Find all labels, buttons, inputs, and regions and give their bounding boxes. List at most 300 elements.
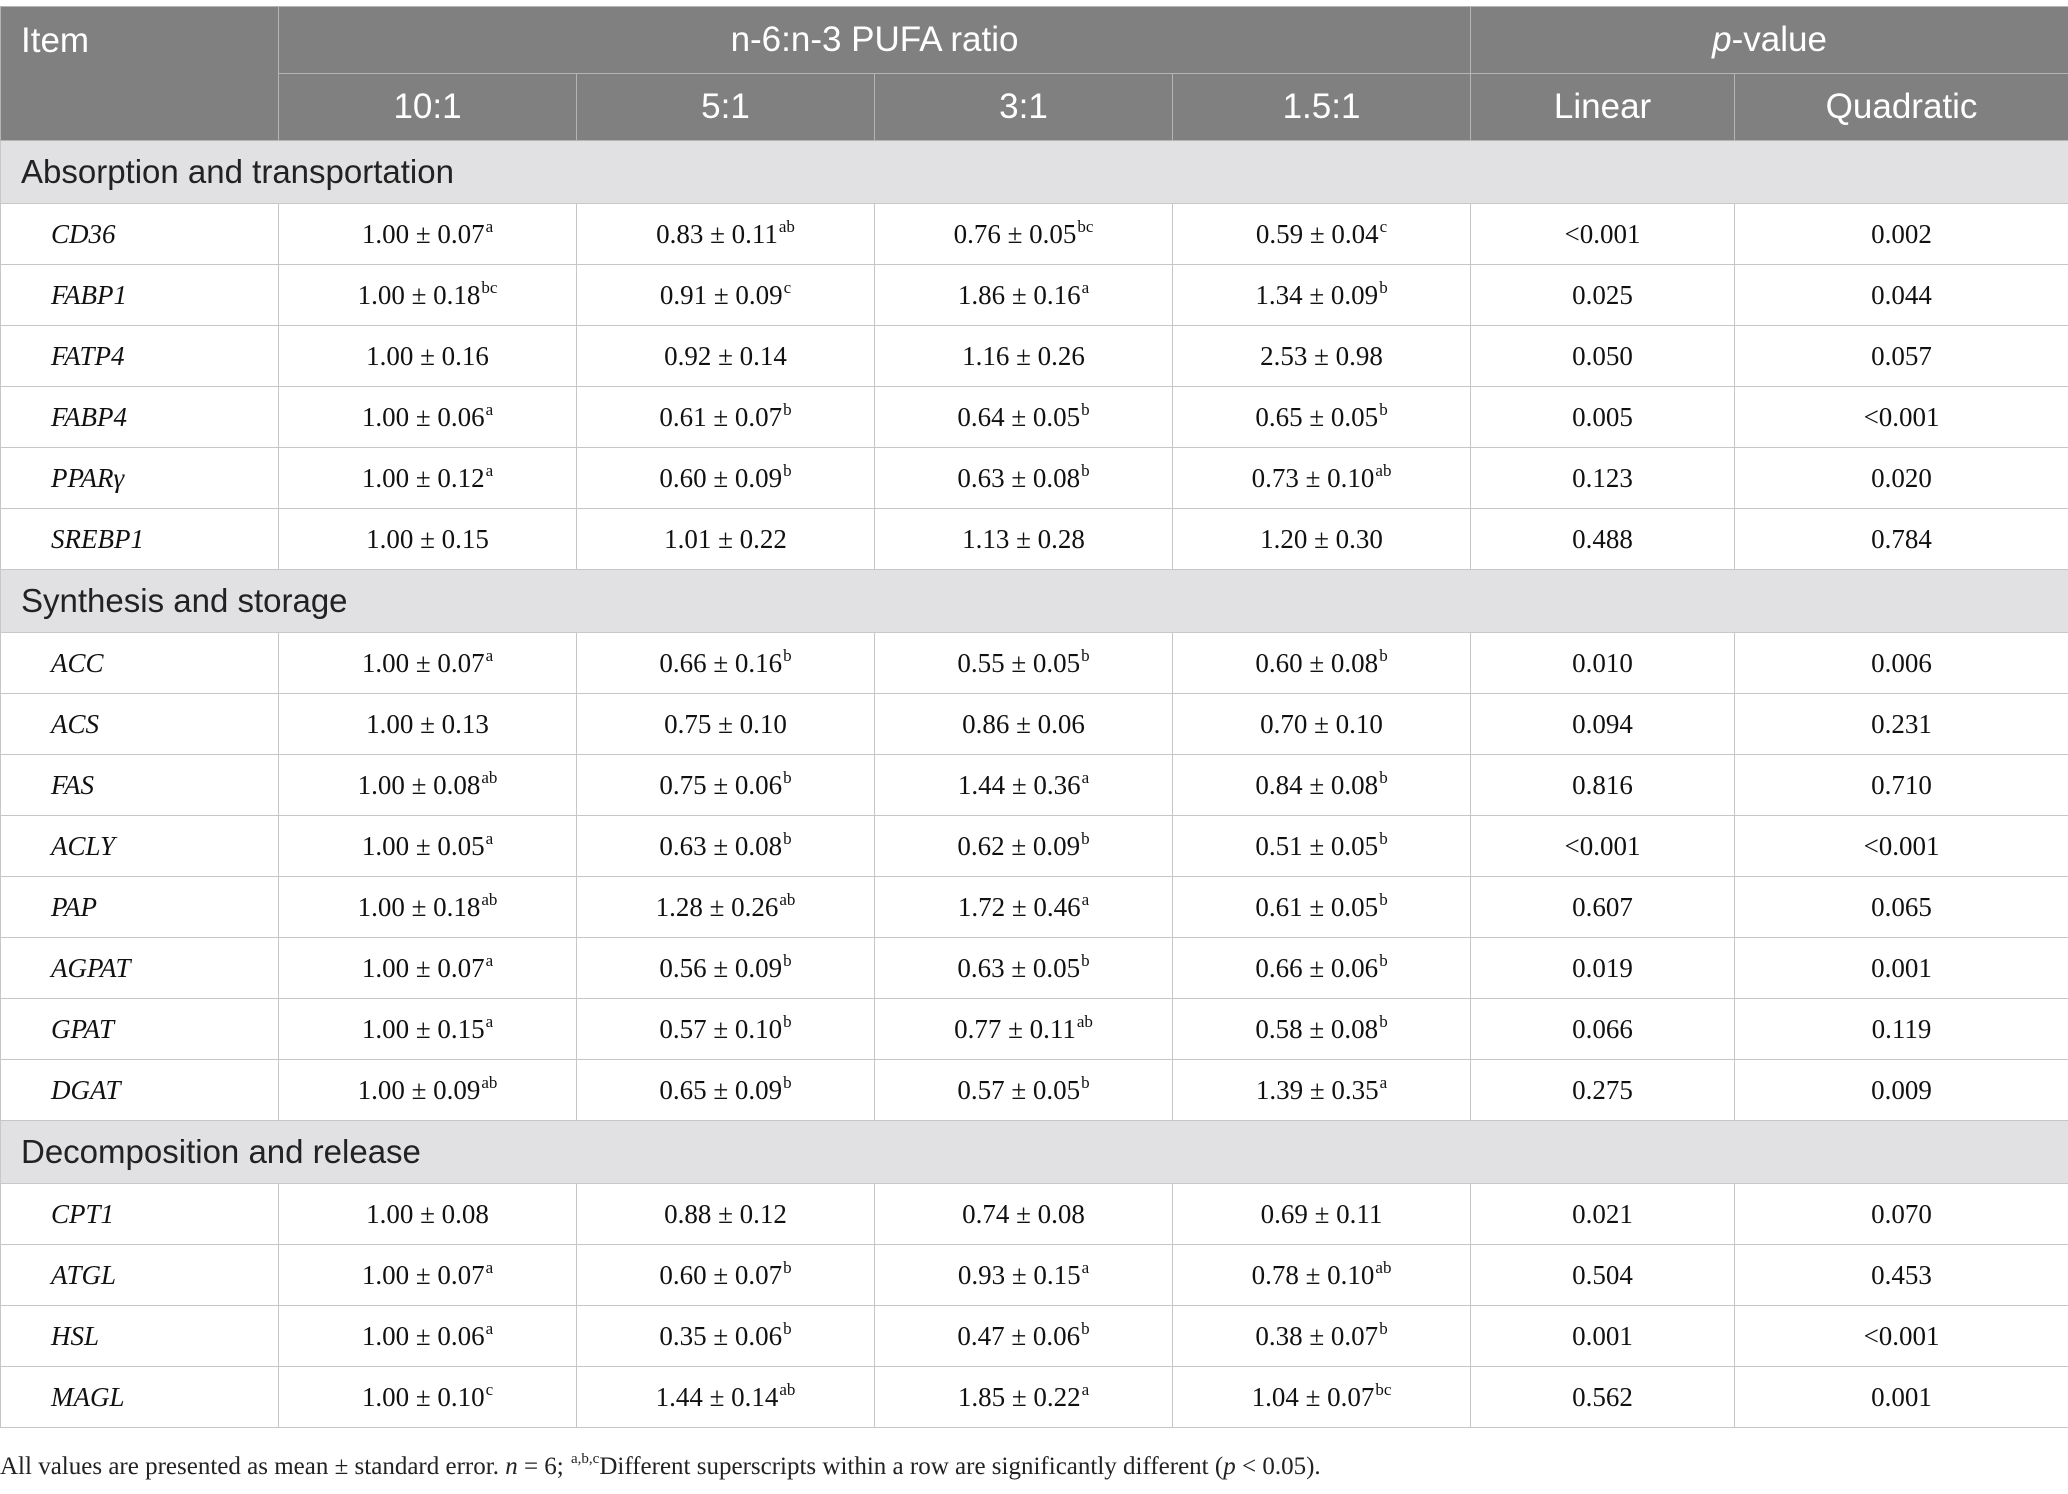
quadratic-p-value: <0.001: [1735, 816, 2068, 877]
linear-p-value: 0.025: [1471, 265, 1735, 326]
significance-superscript: b: [1081, 950, 1090, 970]
value-cell: [875, 938, 1173, 999]
gene-name: MAGL: [1, 1367, 279, 1428]
value-cell: [875, 204, 1173, 265]
mean-se-value: 0.75 ± 0.06: [659, 769, 783, 800]
value-cell: [875, 999, 1173, 1060]
significance-superscript: ab: [1076, 1011, 1093, 1031]
significance-superscript: b: [783, 1318, 792, 1338]
table-footnote: [0, 1453, 2068, 1481]
quadratic-p-value: 0.001: [1735, 938, 2068, 999]
value-cell: [279, 1367, 577, 1428]
value-cell: [875, 1306, 1173, 1367]
gene-name: CPT1: [1, 1184, 279, 1245]
table-row: [1, 938, 2068, 999]
mean-se-value: 0.59 ± 0.04: [1255, 218, 1379, 249]
gene-name: CD36: [1, 204, 279, 265]
value-cell: [577, 633, 875, 694]
significance-superscript: b: [1379, 828, 1388, 848]
mean-se-value: 0.57 ± 0.05: [957, 1074, 1081, 1105]
gene-name: HSL: [1, 1306, 279, 1367]
mean-se-value: 1.00 ± 0.12: [361, 462, 485, 493]
value-cell: [577, 509, 875, 570]
value-cell: [577, 816, 875, 877]
mean-se-value: 0.65 ± 0.09: [659, 1074, 783, 1105]
data-table: [0, 6, 2068, 1428]
mean-se-value: 1.00 ± 0.07: [361, 218, 485, 249]
gene-name: ACC: [1, 633, 279, 694]
value-cell: [279, 816, 577, 877]
ratio-group-header: n-6:n-3 PUFA ratio: [279, 7, 1471, 74]
linear-p-value: 0.050: [1471, 326, 1735, 387]
value-cell: [875, 755, 1173, 816]
mean-se-value: 1.13 ± 0.28: [962, 523, 1085, 554]
mean-se-value: 0.63 ± 0.05: [957, 952, 1081, 983]
significance-superscript: a: [485, 399, 494, 419]
header-row-1: [1, 7, 2068, 74]
mean-se-value: 0.56 ± 0.09: [659, 952, 783, 983]
value-cell: [279, 448, 577, 509]
mean-se-value: 0.47 ± 0.06: [957, 1320, 1081, 1351]
section-title: Absorption and transportation: [1, 141, 2068, 204]
mean-se-value: 1.44 ± 0.14: [655, 1381, 779, 1412]
mean-se-value: 1.44 ± 0.36: [957, 769, 1081, 800]
mean-se-value: 0.69 ± 0.11: [1260, 1198, 1383, 1229]
mean-se-value: 0.78 ± 0.10: [1251, 1259, 1375, 1290]
quadratic-p-value: 0.453: [1735, 1245, 2068, 1306]
value-cell: [577, 204, 875, 265]
value-cell: [1173, 1184, 1471, 1245]
significance-superscript: a: [485, 216, 494, 236]
significance-superscript: ab: [779, 1379, 796, 1399]
mean-se-value: 0.93 ± 0.15: [957, 1259, 1081, 1290]
significance-superscript: a: [485, 645, 494, 665]
value-cell: [1173, 633, 1471, 694]
footnote-p: p: [1223, 1453, 1236, 1480]
mean-se-value: 0.61 ± 0.05: [1255, 891, 1379, 922]
significance-superscript: b: [1081, 399, 1090, 419]
value-cell: [577, 1184, 875, 1245]
mean-se-value: 0.51 ± 0.05: [1255, 830, 1379, 861]
significance-superscript: b: [783, 460, 792, 480]
significance-superscript: b: [1379, 889, 1388, 909]
gene-name: FAS: [1, 755, 279, 816]
mean-se-value: 0.61 ± 0.07: [659, 401, 783, 432]
ratio-header-1-5-1: 1.5:1: [1173, 74, 1471, 141]
significance-superscript: b: [1081, 460, 1090, 480]
significance-superscript: b: [1081, 1072, 1090, 1092]
gene-name: GPAT: [1, 999, 279, 1060]
table-row: [1, 999, 2068, 1060]
linear-p-value: 0.488: [1471, 509, 1735, 570]
value-cell: [875, 448, 1173, 509]
section-row: [1, 141, 2068, 204]
linear-p-value: 0.010: [1471, 633, 1735, 694]
table-row: [1, 326, 2068, 387]
quadratic-p-value: 0.784: [1735, 509, 2068, 570]
value-cell: [577, 448, 875, 509]
table-row: [1, 1245, 2068, 1306]
significance-superscript: bc: [1375, 1379, 1392, 1399]
significance-superscript: b: [783, 399, 792, 419]
mean-se-value: 0.86 ± 0.06: [962, 708, 1085, 739]
value-cell: [1173, 1060, 1471, 1121]
significance-superscript: ab: [1375, 1257, 1392, 1277]
linear-header: Linear: [1471, 74, 1735, 141]
table-row: [1, 694, 2068, 755]
mean-se-value: 1.00 ± 0.06: [361, 1320, 485, 1351]
significance-superscript: b: [1081, 828, 1090, 848]
quadratic-p-value: 0.044: [1735, 265, 2068, 326]
value-cell: [279, 1184, 577, 1245]
significance-superscript: b: [1379, 1011, 1388, 1031]
table-row: [1, 633, 2068, 694]
table-row: [1, 204, 2068, 265]
significance-superscript: a: [1081, 889, 1090, 909]
significance-superscript: b: [1379, 645, 1388, 665]
mean-se-value: 0.58 ± 0.08: [1255, 1013, 1379, 1044]
footnote-n: n: [505, 1453, 518, 1480]
value-cell: [577, 755, 875, 816]
value-cell: [577, 387, 875, 448]
significance-superscript: a: [1081, 1379, 1090, 1399]
significance-superscript: ab: [481, 1072, 498, 1092]
linear-p-value: 0.021: [1471, 1184, 1735, 1245]
quadratic-p-value: 0.065: [1735, 877, 2068, 938]
significance-superscript: ab: [1375, 460, 1392, 480]
quadratic-p-value: 0.057: [1735, 326, 2068, 387]
value-cell: [577, 938, 875, 999]
table-row: [1, 1367, 2068, 1428]
mean-se-value: 0.64 ± 0.05: [957, 401, 1081, 432]
linear-p-value: 0.607: [1471, 877, 1735, 938]
quadratic-p-value: 0.020: [1735, 448, 2068, 509]
significance-superscript: c: [783, 277, 792, 297]
significance-superscript: b: [783, 1072, 792, 1092]
significance-superscript: b: [1081, 645, 1090, 665]
value-cell: [875, 387, 1173, 448]
mean-se-value: 0.55 ± 0.05: [957, 647, 1081, 678]
linear-p-value: 0.066: [1471, 999, 1735, 1060]
value-cell: [577, 1367, 875, 1428]
value-cell: [875, 265, 1173, 326]
mean-se-value: 0.60 ± 0.07: [659, 1259, 783, 1290]
mean-se-value: 0.73 ± 0.10: [1251, 462, 1375, 493]
significance-superscript: b: [783, 645, 792, 665]
mean-se-value: 1.39 ± 0.35: [1255, 1074, 1379, 1105]
linear-p-value: 0.001: [1471, 1306, 1735, 1367]
mean-se-value: 0.63 ± 0.08: [659, 830, 783, 861]
mean-se-value: 0.66 ± 0.06: [1255, 952, 1379, 983]
p-value-group-header: [1471, 7, 2068, 74]
value-cell: [1173, 694, 1471, 755]
mean-se-value: 1.00 ± 0.05: [361, 830, 485, 861]
footnote-text-2: = 6;: [517, 1453, 570, 1480]
mean-se-value: 1.00 ± 0.06: [361, 401, 485, 432]
value-cell: [875, 816, 1173, 877]
significance-superscript: a: [1379, 1072, 1388, 1092]
value-cell: [577, 265, 875, 326]
significance-superscript: b: [1379, 399, 1388, 419]
significance-superscript: ab: [481, 889, 498, 909]
value-cell: [875, 633, 1173, 694]
mean-se-value: 1.00 ± 0.07: [361, 647, 485, 678]
significance-superscript: b: [1081, 1318, 1090, 1338]
quadratic-p-value: 0.001: [1735, 1367, 2068, 1428]
value-cell: [279, 633, 577, 694]
value-cell: [875, 326, 1173, 387]
value-cell: [577, 1245, 875, 1306]
significance-superscript: ab: [778, 216, 795, 236]
value-cell: [1173, 387, 1471, 448]
mean-se-value: 0.84 ± 0.08: [1255, 769, 1379, 800]
value-cell: [1173, 1367, 1471, 1428]
mean-se-value: 1.00 ± 0.09: [357, 1074, 481, 1105]
significance-superscript: b: [1379, 1318, 1388, 1338]
value-cell: [577, 694, 875, 755]
value-cell: [1173, 265, 1471, 326]
footnote-superscripts: a,b,c: [571, 1451, 600, 1467]
mean-se-value: 0.92 ± 0.14: [664, 340, 787, 371]
value-cell: [577, 877, 875, 938]
significance-superscript: b: [783, 828, 792, 848]
mean-se-value: 2.53 ± 0.98: [1260, 340, 1383, 371]
value-cell: [1173, 1245, 1471, 1306]
item-column-header: Item: [1, 7, 279, 141]
mean-se-value: 1.20 ± 0.30: [1260, 523, 1383, 554]
gene-name: DGAT: [1, 1060, 279, 1121]
value-cell: [279, 326, 577, 387]
significance-superscript: a: [1081, 277, 1090, 297]
significance-superscript: b: [1379, 277, 1388, 297]
gene-name: ATGL: [1, 1245, 279, 1306]
mean-se-value: 1.86 ± 0.16: [957, 279, 1081, 310]
mean-se-value: 0.91 ± 0.09: [659, 279, 783, 310]
value-cell: [279, 509, 577, 570]
linear-p-value: 0.504: [1471, 1245, 1735, 1306]
gene-name: FABP1: [1, 265, 279, 326]
mean-se-value: 0.35 ± 0.06: [659, 1320, 783, 1351]
mean-se-value: 1.01 ± 0.22: [664, 523, 787, 554]
table-body: [1, 141, 2068, 1428]
mean-se-value: 0.63 ± 0.08: [957, 462, 1081, 493]
mean-se-value: 1.16 ± 0.26: [962, 340, 1085, 371]
linear-p-value: 0.123: [1471, 448, 1735, 509]
table-row: [1, 1306, 2068, 1367]
value-cell: [279, 999, 577, 1060]
mean-se-value: 1.00 ± 0.08: [366, 1198, 489, 1229]
value-cell: [875, 1367, 1173, 1428]
mean-se-value: 0.76 ± 0.05: [953, 218, 1077, 249]
quadratic-p-value: 0.002: [1735, 204, 2068, 265]
section-title: Synthesis and storage: [1, 570, 2068, 633]
p-value-suffix: -value: [1731, 20, 1827, 59]
mean-se-value: 1.00 ± 0.18: [357, 891, 481, 922]
value-cell: [875, 1184, 1173, 1245]
value-cell: [279, 204, 577, 265]
section-row: [1, 570, 2068, 633]
significance-superscript: ab: [481, 767, 498, 787]
significance-superscript: a: [485, 460, 494, 480]
quadratic-p-value: 0.710: [1735, 755, 2068, 816]
value-cell: [577, 326, 875, 387]
ratio-header-10-1: 10:1: [279, 74, 577, 141]
significance-superscript: c: [1379, 216, 1388, 236]
linear-p-value: 0.005: [1471, 387, 1735, 448]
mean-se-value: 0.38 ± 0.07: [1255, 1320, 1379, 1351]
value-cell: [279, 1306, 577, 1367]
mean-se-value: 1.00 ± 0.16: [366, 340, 489, 371]
gene-name: PAP: [1, 877, 279, 938]
mean-se-value: 0.83 ± 0.11: [656, 218, 778, 249]
significance-superscript: c: [485, 1379, 494, 1399]
header-row-2: [1, 74, 2068, 141]
mean-se-value: 0.62 ± 0.09: [957, 830, 1081, 861]
quadratic-p-value: 0.231: [1735, 694, 2068, 755]
significance-superscript: b: [783, 1011, 792, 1031]
value-cell: [1173, 509, 1471, 570]
value-cell: [1173, 999, 1471, 1060]
ratio-header-5-1: 5:1: [577, 74, 875, 141]
mean-se-value: 0.60 ± 0.08: [1255, 647, 1379, 678]
mean-se-value: 1.85 ± 0.22: [957, 1381, 1081, 1412]
mean-se-value: 0.60 ± 0.09: [659, 462, 783, 493]
p-italic: p: [1712, 20, 1732, 59]
mean-se-value: 0.70 ± 0.10: [1260, 708, 1383, 739]
value-cell: [1173, 755, 1471, 816]
gene-name: ACLY: [1, 816, 279, 877]
footnote-text-4: < 0.05).: [1235, 1453, 1321, 1480]
mean-se-value: 0.65 ± 0.05: [1255, 401, 1379, 432]
linear-p-value: 0.562: [1471, 1367, 1735, 1428]
gene-name: ACS: [1, 694, 279, 755]
value-cell: [1173, 204, 1471, 265]
mean-se-value: 1.00 ± 0.07: [361, 952, 485, 983]
value-cell: [1173, 326, 1471, 387]
quadratic-p-value: <0.001: [1735, 1306, 2068, 1367]
value-cell: [577, 1306, 875, 1367]
mean-se-value: 1.72 ± 0.46: [957, 891, 1081, 922]
table-row: [1, 509, 2068, 570]
gene-name: PPARγ: [1, 448, 279, 509]
quadratic-p-value: 0.119: [1735, 999, 2068, 1060]
significance-superscript: a: [1081, 1257, 1090, 1277]
gene-name: FATP4: [1, 326, 279, 387]
mean-se-value: 1.00 ± 0.15: [366, 523, 489, 554]
value-cell: [279, 877, 577, 938]
significance-superscript: b: [1379, 950, 1388, 970]
significance-superscript: a: [485, 1011, 494, 1031]
table-row: [1, 816, 2068, 877]
significance-superscript: bc: [481, 277, 498, 297]
gene-name: SREBP1: [1, 509, 279, 570]
footnote-text-3: Different superscripts within a row are significantly different (: [599, 1453, 1224, 1480]
footnote-text-1: All values are presented as mean ± standard error.: [0, 1453, 506, 1480]
value-cell: [279, 1060, 577, 1121]
quadratic-p-value: 0.070: [1735, 1184, 2068, 1245]
table-row: [1, 1060, 2068, 1121]
value-cell: [1173, 877, 1471, 938]
mean-se-value: 1.00 ± 0.18: [357, 279, 481, 310]
mean-se-value: 0.75 ± 0.10: [664, 708, 787, 739]
table-header: [1, 7, 2068, 141]
quadratic-p-value: 0.009: [1735, 1060, 2068, 1121]
value-cell: [875, 1245, 1173, 1306]
value-cell: [577, 1060, 875, 1121]
linear-p-value: <0.001: [1471, 816, 1735, 877]
value-cell: [875, 694, 1173, 755]
significance-superscript: bc: [1077, 216, 1094, 236]
section-row: [1, 1121, 2068, 1184]
mean-se-value: 1.28 ± 0.26: [655, 891, 779, 922]
ratio-header-3-1: 3:1: [875, 74, 1173, 141]
quadratic-p-value: <0.001: [1735, 387, 2068, 448]
value-cell: [279, 755, 577, 816]
table-row: [1, 448, 2068, 509]
value-cell: [1173, 448, 1471, 509]
quadratic-header: Quadratic: [1735, 74, 2068, 141]
mean-se-value: 0.88 ± 0.12: [664, 1198, 787, 1229]
table-row: [1, 877, 2068, 938]
value-cell: [577, 999, 875, 1060]
value-cell: [279, 938, 577, 999]
linear-p-value: 0.816: [1471, 755, 1735, 816]
quadratic-p-value: 0.006: [1735, 633, 2068, 694]
significance-superscript: b: [783, 950, 792, 970]
significance-superscript: b: [783, 1257, 792, 1277]
table-row: [1, 387, 2068, 448]
table-row: [1, 1184, 2068, 1245]
mean-se-value: 1.04 ± 0.07: [1251, 1381, 1375, 1412]
significance-superscript: a: [485, 1318, 494, 1338]
linear-p-value: 0.275: [1471, 1060, 1735, 1121]
significance-superscript: a: [1081, 767, 1090, 787]
mean-se-value: 1.00 ± 0.07: [361, 1259, 485, 1290]
linear-p-value: 0.019: [1471, 938, 1735, 999]
linear-p-value: <0.001: [1471, 204, 1735, 265]
value-cell: [279, 1245, 577, 1306]
value-cell: [1173, 938, 1471, 999]
value-cell: [1173, 1306, 1471, 1367]
mean-se-value: 0.57 ± 0.10: [659, 1013, 783, 1044]
table-row: [1, 265, 2068, 326]
significance-superscript: a: [485, 828, 494, 848]
gene-name: FABP4: [1, 387, 279, 448]
section-title: Decomposition and release: [1, 1121, 2068, 1184]
value-cell: [875, 509, 1173, 570]
significance-superscript: b: [783, 767, 792, 787]
linear-p-value: 0.094: [1471, 694, 1735, 755]
value-cell: [279, 694, 577, 755]
significance-superscript: ab: [779, 889, 796, 909]
value-cell: [279, 387, 577, 448]
mean-se-value: 0.77 ± 0.11: [954, 1013, 1076, 1044]
mean-se-value: 1.00 ± 0.15: [361, 1013, 485, 1044]
significance-superscript: a: [485, 1257, 494, 1277]
mean-se-value: 1.34 ± 0.09: [1255, 279, 1379, 310]
gene-name: AGPAT: [1, 938, 279, 999]
mean-se-value: 0.66 ± 0.16: [659, 647, 783, 678]
table-row: [1, 755, 2068, 816]
value-cell: [279, 265, 577, 326]
significance-superscript: b: [1379, 767, 1388, 787]
mean-se-value: 0.74 ± 0.08: [962, 1198, 1085, 1229]
mean-se-value: 1.00 ± 0.08: [357, 769, 481, 800]
value-cell: [875, 877, 1173, 938]
value-cell: [875, 1060, 1173, 1121]
mean-se-value: 1.00 ± 0.13: [366, 708, 489, 739]
value-cell: [1173, 816, 1471, 877]
